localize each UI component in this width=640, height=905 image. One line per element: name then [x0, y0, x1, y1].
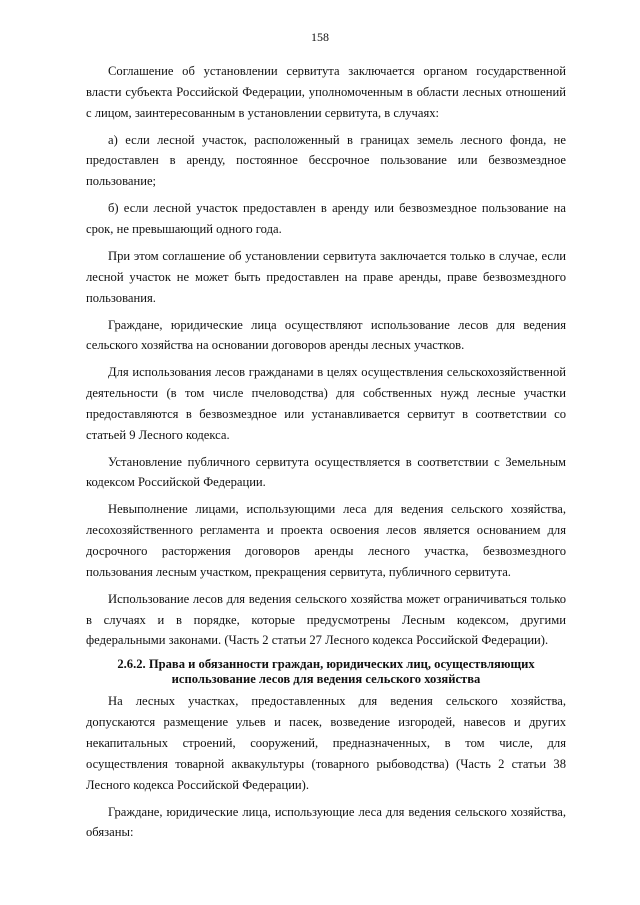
paragraph: Для использования лесов гражданами в целях осуществления сельскохозяйственной деятельности (в том числе пчеловодства) для собственных нужд лесные участки предоставляются в безвозмездное или устанавливается сервитут в соответствии со статьей 9 Лесного кодекса.: [86, 365, 566, 442]
paragraph: а) если лесной участок, расположенный в границах земель лесного фонда, не предоставлен в аренду, постоянное бессрочное пользование или безвозмездное пользование;: [86, 132, 566, 189]
paragraph: Невыполнение лицами, использующими леса для ведения сельского хозяйства, лесохозяйственного регламента и проекта освоения лесов является основанием для досрочного расторжения договоров аренды лесного участка, безвозмездного пользования лесным участком, прекращения сервитута, публичного сервитута.: [86, 502, 566, 579]
paragraph: Граждане, юридические лица осуществляют использование лесов для ведения сельского хозяйства на основании договоров аренды лесных участков.: [86, 317, 566, 353]
paragraph: Граждане, юридические лица, использующие леса для ведения сельского хозяйства, обязаны:: [86, 804, 566, 840]
document-body: [86, 61, 566, 849]
paragraph: Использование лесов для ведения сельского хозяйства может ограничиваться только в случаях и в порядке, которые предусмотрены Лесным кодексом, другими федеральными законами. (Часть 2 статьи 27 Лесного кодекса Российской Федерации).: [86, 591, 566, 648]
section-heading-line-1: 2.6.2. Права и обязанности граждан, юридических лиц, осуществляющих: [117, 657, 535, 672]
paragraph: Установление публичного сервитута осуществляется в соответствии с Земельным кодексом Российской Федерации.: [86, 454, 566, 490]
section-heading: [86, 657, 566, 687]
paragraph: б) если лесной участок предоставлен в аренду или безвозмездное пользование на срок, не превышающий одного года.: [86, 201, 566, 236]
paragraph: Соглашение об установлении сервитута заключается органом государственной власти субъекта Российской Федерации, уполномоченным в области лесных отношений с лицом, заинтересованным в установлении сервитута, в случаях:: [86, 64, 566, 120]
paragraph: При этом соглашение об установлении сервитута заключается только в случае, если лесной участок не может быть предоставлен на праве аренды, праве безвозмездного пользования.: [86, 248, 566, 305]
paragraph: На лесных участках, предоставленных для ведения сельского хозяйства, допускаются размещение ульев и пасек, возведение изгородей, навесов и других некапитальных строений, сооружений, предназначенных, в том числе, для осуществления товарной аквакультуры (товарного рыбоводства) (Часть 2 статьи 38 Лесного кодекса Российской Федерации).: [86, 694, 566, 792]
page-number: 158: [311, 30, 329, 44]
section-heading-line-2: использование лесов для ведения сельского хозяйства: [171, 672, 481, 687]
